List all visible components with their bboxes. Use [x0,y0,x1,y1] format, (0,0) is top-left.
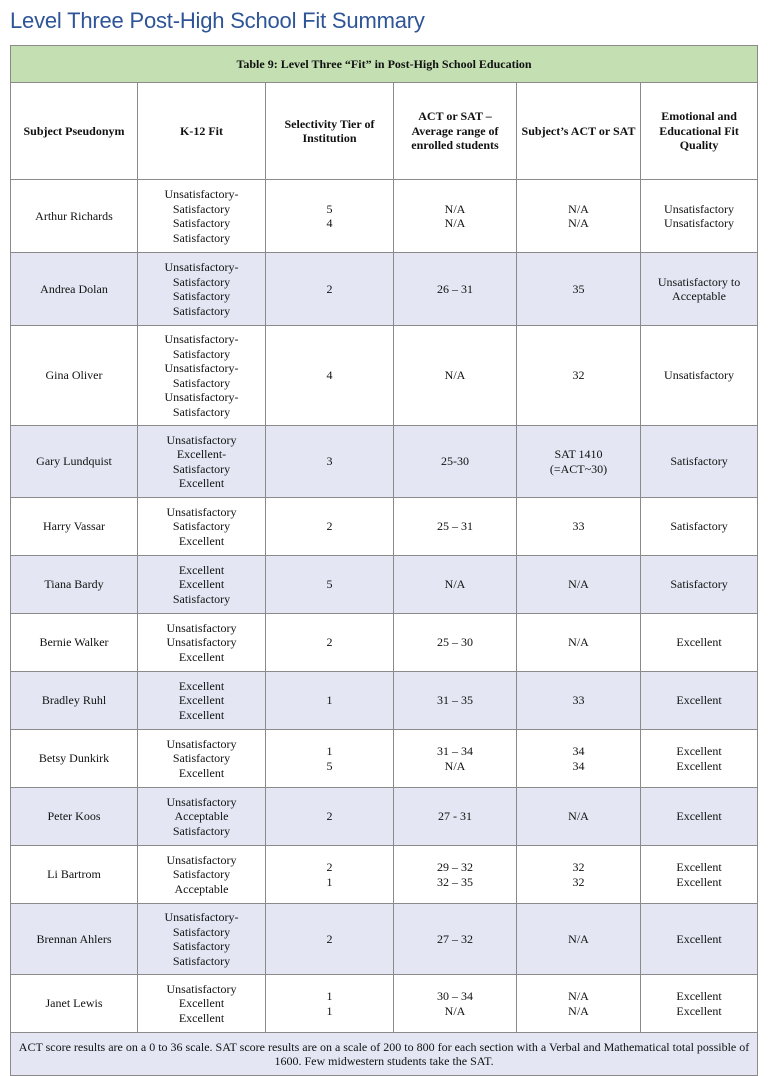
cell-line: 32 [572,874,585,889]
subject-name-cell: Peter Koos [11,788,138,846]
cell-line: Excellent [178,562,225,577]
cell-line: Excellent [178,577,225,592]
column-header: Subject’s ACT or SAT [517,83,641,180]
cell-line: Unsatisfactory- [164,260,239,274]
cell-line: Acceptable [174,881,229,896]
cell-line: Unsatisfactory- [164,332,239,346]
cell-line: Excellent [676,693,722,708]
subject-name-cell: Betsy Dunkirk [11,730,138,788]
table-row [11,846,758,904]
cell-line: 33 [572,693,585,708]
subject-score-cell [517,672,641,730]
cell-line: Excellent [676,744,722,758]
cell-line: 5 [326,201,333,216]
subject-score-cell [517,180,641,253]
k12-fit-cell [138,614,266,672]
cell-line: N/A [444,1003,466,1018]
average-range-cell [394,426,517,498]
subject-score-cell [517,975,641,1033]
cell-line: Satisfactory [172,375,231,390]
cell-line: Excellent [178,707,225,722]
cell-line: Satisfactory [172,303,231,318]
cell-line: N/A [568,577,589,592]
table-row [11,180,758,253]
cell-line: Satisfactory [172,216,231,230]
cell-line: Satisfactory [172,823,231,838]
cell-line: Unsatisfactory- [164,187,239,201]
subject-name-cell: Li Bartrom [11,846,138,904]
subject-score-cell [517,788,641,846]
k12-fit-cell [138,730,266,788]
cell-line: Unsatisfactory to [657,274,741,289]
average-range-cell [394,788,517,846]
cell-line: 2 [326,860,333,874]
cell-line: 2 [326,519,333,534]
cell-line: 32 – 35 [437,874,473,889]
table-row [11,975,758,1033]
cell-line: Unsatisfactory- [164,910,239,924]
cell-line: 31 – 34 [437,744,473,758]
column-header: Selectivity Tier of Institution [266,83,394,180]
cell-line: Unsatisfactory- [164,361,239,375]
cell-line: Excellent [676,758,722,773]
subject-name-cell: Arthur Richards [11,180,138,253]
selectivity-tier-cell [266,180,394,253]
cell-line: 5 [326,758,333,773]
cell-line: Excellent [676,860,722,874]
fit-quality-cell [641,975,758,1033]
table-footnote: ACT score results are on a 0 to 36 scale. SAT score results are on a scale of 200 to 800 for each section with a Verbal and Mathematical total possible of 1600. Few midwestern students take the SAT. [11,1033,758,1076]
cell-line: Unsatisfactory- [164,390,239,404]
average-range-cell [394,556,517,614]
average-range-cell [394,730,517,788]
average-range-cell [394,846,517,904]
k12-fit-cell [138,672,266,730]
cell-line: Excellent [178,1010,225,1025]
subject-name-cell: Gina Oliver [11,326,138,426]
subject-name-cell: Harry Vassar [11,498,138,556]
cell-line: Satisfactory [172,289,231,303]
cell-line: Satisfactory [172,953,231,968]
cell-line: Excellent [178,649,225,664]
table-row [11,326,758,426]
cell-line: Satisfactory [172,404,231,419]
fit-quality-cell [641,788,758,846]
cell-line: Satisfactory [172,230,231,245]
cell-line: Excellent [178,476,225,490]
fit-quality-cell [641,253,758,326]
subject-score-cell [517,614,641,672]
cell-line: Unsatisfactory [664,368,735,383]
cell-line: Excellent [676,635,722,650]
cell-line: Acceptable [174,809,229,824]
average-range-cell [394,253,517,326]
cell-line: N/A [568,635,589,650]
cell-line: 25-30 [441,454,469,469]
cell-line: (=ACT~30) [549,461,608,476]
cell-line: 2 [326,281,333,296]
cell-line: 25 – 30 [437,635,473,650]
k12-fit-cell [138,180,266,253]
selectivity-tier-cell [266,788,394,846]
selectivity-tier-cell [266,498,394,556]
selectivity-tier-cell [266,846,394,904]
cell-line: Excellent [178,678,225,693]
average-range-cell [394,904,517,975]
table-row [11,904,758,975]
fit-quality-cell [641,846,758,904]
column-header: ACT or SAT – Average range of enrolled students [394,83,517,180]
selectivity-tier-cell [266,614,394,672]
cell-line: 1 [326,693,333,708]
cell-line: 1 [326,989,333,1003]
cell-line: Excellent [178,693,225,708]
column-header: Subject Pseudonym [11,83,138,180]
cell-line: Satisfactory [670,519,728,534]
selectivity-tier-cell [266,904,394,975]
cell-line: Excellent [676,809,722,824]
average-range-cell [394,672,517,730]
cell-line: N/A [568,931,589,946]
cell-line: 5 [326,577,333,592]
k12-fit-cell [138,904,266,975]
cell-line: Unsatisfactory [664,201,735,216]
fit-quality-cell [641,904,758,975]
column-header: K-12 Fit [138,83,266,180]
average-range-cell [394,614,517,672]
cell-line: Satisfactory [670,454,728,469]
cell-line: Excellent [178,765,225,780]
fit-quality-cell [641,556,758,614]
cell-line: N/A [444,758,466,773]
k12-fit-cell [138,556,266,614]
subject-score-cell [517,904,641,975]
subject-score-cell [517,730,641,788]
fit-quality-cell [641,326,758,426]
selectivity-tier-cell [266,426,394,498]
cell-line: Excellent [676,989,722,1003]
cell-line: N/A [568,989,589,1003]
cell-line: Satisfactory [172,924,231,939]
cell-line: N/A [568,216,589,230]
cell-line: Satisfactory [172,751,231,766]
table-row [11,672,758,730]
cell-line: 32 [572,860,585,874]
cell-line: Satisfactory [172,274,231,289]
average-range-cell [394,975,517,1033]
cell-line: 29 – 32 [437,860,473,874]
cell-line: Unsatisfactory [166,504,237,519]
table-row [11,426,758,498]
cell-line: 4 [326,216,333,230]
cell-line: 25 – 31 [437,519,473,534]
cell-line: 31 – 35 [437,693,473,708]
fit-summary-table [10,45,758,1076]
selectivity-tier-cell [266,326,394,426]
table-row [11,788,758,846]
subject-name-cell: Tiana Bardy [11,556,138,614]
fit-quality-cell [641,614,758,672]
cell-line: Unsatisfactory [664,216,735,230]
cell-line: Unsatisfactory [166,794,237,809]
cell-line: Unsatisfactory [166,736,237,751]
cell-line: N/A [444,216,466,230]
k12-fit-cell [138,975,266,1033]
subject-name-cell: Brennan Ahlers [11,904,138,975]
cell-line: Satisfactory [670,577,728,592]
subject-name-cell: Bernie Walker [11,614,138,672]
cell-line: 34 [572,758,585,773]
cell-line: 1 [326,744,333,758]
cell-line: N/A [444,201,466,216]
k12-fit-cell [138,846,266,904]
cell-line: SAT 1410 [554,447,603,461]
selectivity-tier-cell [266,672,394,730]
cell-line: 32 [572,368,585,383]
selectivity-tier-cell [266,975,394,1033]
average-range-cell [394,326,517,426]
cell-line: 27 – 32 [437,931,473,946]
cell-line: Unsatisfactory [166,635,237,650]
cell-line: 27 - 31 [438,809,472,824]
subject-score-cell [517,426,641,498]
cell-line: Unsatisfactory [166,852,237,867]
cell-line: 2 [326,931,333,946]
subject-name-cell: Gary Lundquist [11,426,138,498]
average-range-cell [394,180,517,253]
fit-quality-cell [641,498,758,556]
cell-line: Unsatisfactory [166,981,237,996]
cell-line: 1 [326,874,333,889]
k12-fit-cell [138,253,266,326]
table-row [11,498,758,556]
cell-line: 35 [572,281,585,296]
fit-quality-cell [641,672,758,730]
k12-fit-cell [138,326,266,426]
cell-line: Satisfactory [172,201,231,216]
subject-name-cell: Bradley Ruhl [11,672,138,730]
k12-fit-cell [138,498,266,556]
cell-line: Excellent [676,931,722,946]
table-row [11,556,758,614]
table-body [11,180,758,1033]
selectivity-tier-cell [266,730,394,788]
cell-line: 30 – 34 [437,989,473,1003]
subject-score-cell [517,556,641,614]
subject-score-cell [517,498,641,556]
k12-fit-cell [138,788,266,846]
column-header: Emotional and Educational Fit Quality [641,83,758,180]
cell-line: 3 [326,454,333,469]
cell-line: 4 [326,368,333,383]
cell-line: 1 [326,1003,333,1018]
cell-line: Excellent- [176,447,227,461]
cell-line: Satisfactory [172,461,231,476]
cell-line: Excellent [178,996,225,1011]
cell-line: Satisfactory [172,519,231,534]
cell-line: Unsatisfactory [166,620,237,635]
cell-line: N/A [568,201,589,216]
fit-quality-cell [641,730,758,788]
table-row [11,614,758,672]
cell-line: Excellent [676,1003,722,1018]
cell-line: Satisfactory [172,939,231,953]
subject-name-cell: Janet Lewis [11,975,138,1033]
selectivity-tier-cell [266,253,394,326]
cell-line: 33 [572,519,585,534]
fit-quality-cell [641,426,758,498]
fit-quality-cell [641,180,758,253]
cell-line: Acceptable [672,289,727,303]
cell-line: 34 [572,744,585,758]
cell-line: 26 – 31 [437,281,473,296]
subject-score-cell [517,253,641,326]
average-range-cell [394,498,517,556]
k12-fit-cell [138,426,266,498]
subject-score-cell [517,326,641,426]
cell-line: N/A [444,577,466,592]
subject-score-cell [517,846,641,904]
cell-line: N/A [568,809,589,824]
cell-line: 2 [326,809,333,824]
table-row [11,730,758,788]
cell-line: 2 [326,635,333,650]
subject-name-cell: Andrea Dolan [11,253,138,326]
table-caption: Table 9: Level Three “Fit” in Post-High School Education [11,46,758,83]
cell-line: Satisfactory [172,591,231,606]
table-row [11,253,758,326]
cell-line: Excellent [178,533,225,548]
cell-line: N/A [444,368,466,383]
page-title: Level Three Post-High School Fit Summary [10,8,425,33]
cell-line: Satisfactory [172,867,231,882]
selectivity-tier-cell [266,556,394,614]
cell-line: Unsatisfactory [166,432,237,447]
cell-line: Excellent [676,874,722,889]
cell-line: N/A [568,1003,589,1018]
cell-line: Satisfactory [172,346,231,361]
